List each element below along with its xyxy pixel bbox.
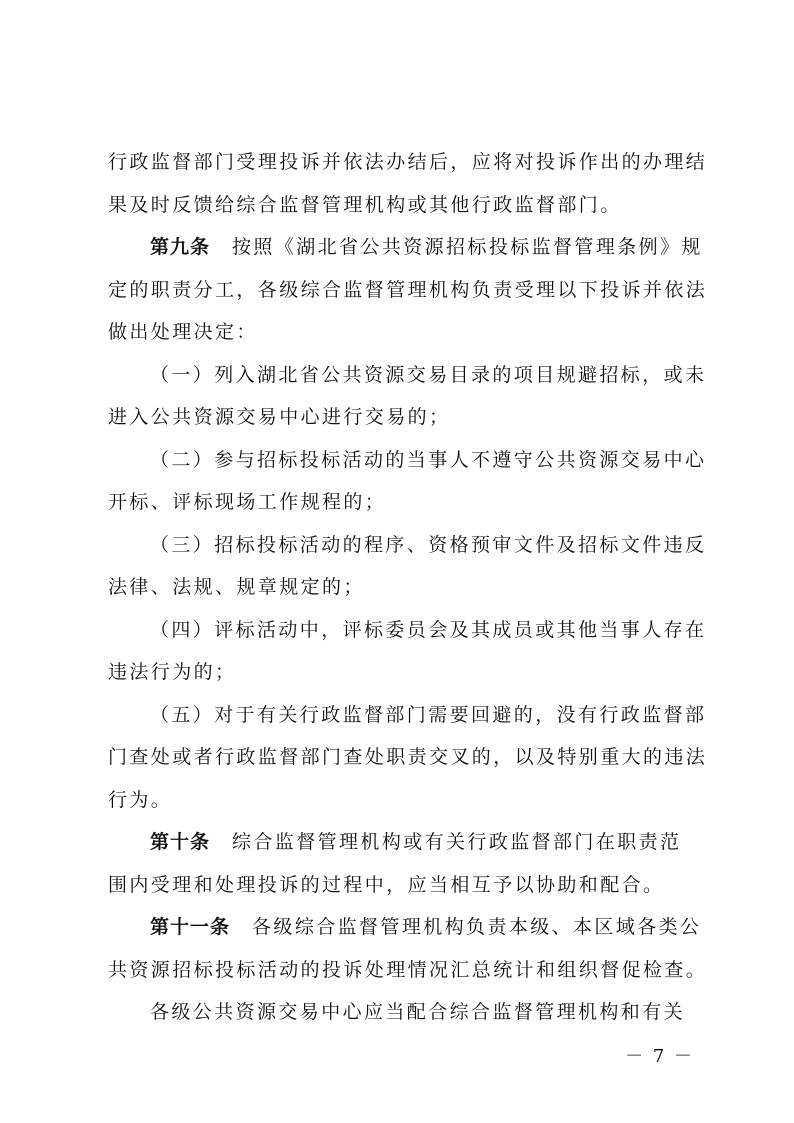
body-line: 开标、评标现场工作规程的； xyxy=(108,491,387,513)
body-line: 共资源招标投标活动的投诉处理情况汇总统计和组织督促检查。 xyxy=(108,958,708,981)
body-line: 果及时反馈给综合监督管理机构或其他行政监督部门。 xyxy=(108,193,622,216)
body-line: 定的职责分工，各级综合监督管理机构负责受理以下投诉并依法 xyxy=(108,278,708,301)
body-line: 进入公共资源交易中心进行交易的； xyxy=(108,406,451,428)
article-11-heading-line xyxy=(108,906,702,949)
article-label: 第十条 xyxy=(150,831,211,853)
body-line: 行为。 xyxy=(108,788,173,811)
article-text: 按照《湖北省公共资源招标投标监督管理条例》规 xyxy=(232,236,703,258)
list-item-line: （一）列入湖北省公共资源交易目录的项目规避招标，或未 xyxy=(150,363,707,386)
article-9-heading-line xyxy=(108,226,703,269)
article-text: 综合监督管理机构或有关行政监督部门在职责范 xyxy=(232,831,682,853)
article-text: 各级综合监督管理机构负责本级、本区域各类公 xyxy=(252,916,702,938)
body-line: 行政监督部门受理投诉并依法办结后，应将对投诉作出的办理结 xyxy=(108,151,708,173)
article-label: 第九条 xyxy=(150,236,211,258)
body-line: 门查处或者行政监督部门查处职责交叉的，以及特别重大的违法 xyxy=(108,746,708,768)
list-item-line: （二）参与招标投标活动的当事人不遵守公共资源交易中心 xyxy=(150,448,707,471)
list-item-line: （四）评标活动中，评标委员会及其成员或其他当事人存在 xyxy=(150,618,707,641)
body-line: 各级公共资源交易中心应当配合综合监督管理机构和有关 xyxy=(150,1001,686,1023)
body-line: 违法行为的； xyxy=(108,661,237,683)
document-body xyxy=(108,141,708,1034)
list-item-line: （五）对于有关行政监督部门需要回避的，没有行政监督部 xyxy=(150,703,707,726)
body-line: 法律、法规、规章规定的； xyxy=(108,576,365,598)
article-label: 第十一条 xyxy=(150,916,231,938)
body-line: 做出处理决定： xyxy=(108,321,258,343)
article-10-heading-line xyxy=(108,821,694,864)
body-line: 围内受理和处理投诉的过程中，应当相互予以协助和配合。 xyxy=(108,873,665,896)
list-item-line: （三）招标投标活动的程序、资格预审文件及招标文件违反 xyxy=(150,533,707,556)
page-number: － 7 － xyxy=(625,1046,694,1067)
